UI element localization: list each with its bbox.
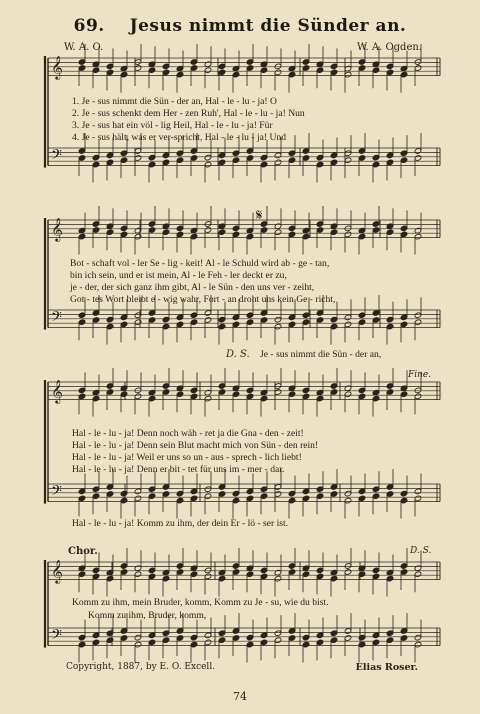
composer-right: W. A. Ogden. (356, 42, 422, 53)
ds-label: D. S. (226, 349, 250, 360)
verse-line: Hal - le - lu - ja! Weil er uns so un - aus - sprech - lich liebt! (72, 452, 302, 463)
composer-left: W. A. O. (64, 42, 104, 53)
bass-lyric: Hal - le - lu - ja! Komm zu ihm, der dein Er - lö - ser ist. (72, 518, 289, 529)
clef-icon: 𝄢 (51, 483, 62, 503)
clef-icon: 𝄢 (51, 627, 62, 647)
verse-line: Got - tes Wort bleibt e - wig wahr, Fort - an droht uns kein Ge - richt, (70, 294, 336, 305)
verse-line: je - der, der sich ganz ihm gibt, Al - le Sün - den uns ver - zeiht, (70, 282, 315, 293)
verse-line: 4. Je - sus hält, was er ver-spricht, Hal - le - lu - ja! Und (72, 132, 287, 143)
verse-line: 2. Je - sus schenkt dem Her - zen Ruh', Hal - le - lu - ja! Nun (72, 108, 305, 119)
segno-sign: 𝄋 (256, 206, 263, 224)
fine-mark: Fine. (408, 370, 432, 380)
chorus-lyric: Komm zu ihm, mein Bruder, komm, Komm zu Je - su, wie du bist. (72, 597, 329, 608)
hymn-title-text: Jesus nimmt die Sünder an. (129, 16, 407, 36)
ds-mark: D. S. (410, 546, 432, 556)
verse-line: Bot - schaft vol - ler Se - lig - keit! Al - le Schuld wird ab - ge - tan, (70, 258, 330, 269)
verse-line: Hal - le - lu - ja! Denn noch wäh - ret ja die Gna - den - zeit! (72, 428, 304, 439)
author-name: Elias Roser. (355, 662, 418, 673)
clef-icon: 𝄞 (51, 379, 63, 403)
chorus-label: Chor. (68, 546, 98, 557)
verse-line: bin ich sein, und er ist mein, Al - le Feh - ler deckt er zu, (70, 270, 287, 281)
verse-line: Hal - le - lu - ja! Denn sein Blut macht mich von Sün - den rein! (72, 440, 319, 451)
hymn-number: 69. (73, 16, 105, 36)
clef-icon: 𝄞 (51, 559, 63, 583)
clef-icon: 𝄞 (51, 55, 63, 79)
copyright-text: Copyright, 1887, by E. O. Excell. (66, 662, 216, 672)
clef-icon: 𝄞 (51, 217, 63, 241)
chorus-lyric-lower: Komm zu ihm, Bruder, komm, (88, 610, 207, 621)
bass-lyric: Je - sus nimmt die Sün - der an, (260, 349, 382, 360)
verse-line: 1. Je - sus nimmt die Sün - der an, Hal - le - lu - ja! O (72, 96, 277, 107)
page-number: 74 (233, 690, 247, 703)
clef-icon: 𝄢 (51, 147, 62, 167)
clef-icon: 𝄢 (51, 309, 62, 329)
verse-line: Hal - le - lu - ja! Denn er bit - tet für uns im - mer - dar. (72, 464, 285, 475)
verse-line: 3. Je - sus hat ein völ - lig Heil, Hal - le - lu - ja! Für (72, 120, 273, 131)
